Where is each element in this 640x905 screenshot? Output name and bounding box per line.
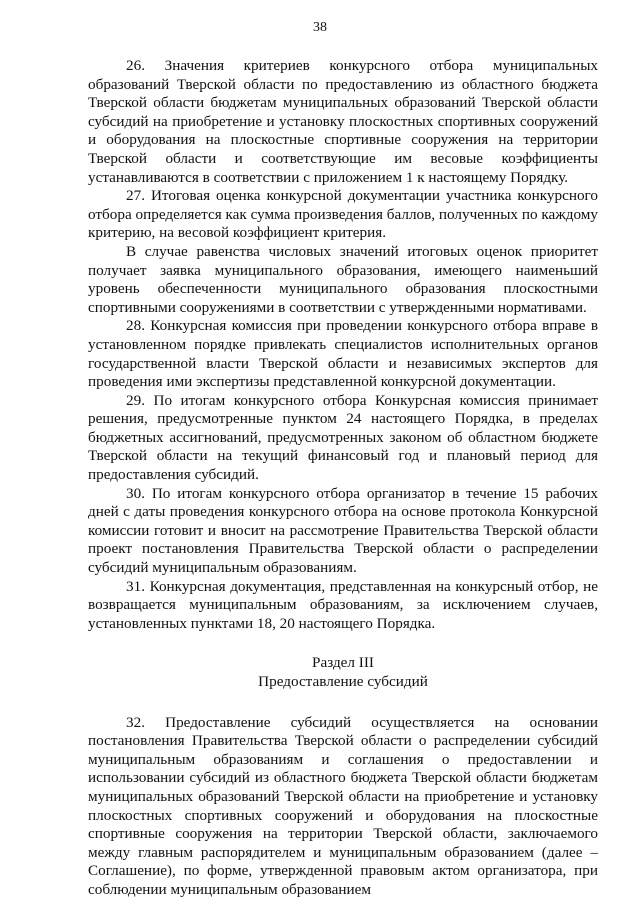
paragraph-26: 26. Значения критериев конкурсного отбора муниципальных образований Тверской области по предоставлению из областного бюджета Тверской области бюджетам муниципальных образований Тверской области субсидий на приобретение и установку плоскостных спортивных сооружений и оборудования на плоскостные спортивные сооружения на территории Тверской области и соответствующие им весовые коэффициенты устанавливаются в соответствии с приложением 1 к настоящему Порядку.: [88, 57, 598, 186]
paragraph-32: 32. Предоставление субсидий осуществляется на основании постановления Правительства Тверской области о распределении субсидий муниципальным образованиям и соглашения о предоставлении и использовании субсидий из областного бюджета Тверской области бюджетам муниципальных образований Тверской области на приобретение и установку плоскостных спортивных сооружений и оборудования на плоскостные спортивные сооружения на территории Тверской области, заключаемого между главным распорядителем и муниципальным образованием (далее – Соглашение), по форме, утвержденной правовым актом организатора, при соблюдении муниципальным образованием: [88, 713, 598, 898]
paragraph-27-tie-rule: В случае равенства числовых значений итоговых оценок приоритет получает заявка муниципального образования, имеющего наименьший уровень обеспеченности муниципального образования плоскостными спортивными сооружениями в соответствии с утвержденными нормативами.: [88, 242, 598, 316]
spacer: [88, 692, 598, 714]
document-body: [88, 57, 598, 900]
paragraph-27: 27. Итоговая оценка конкурсной документации участника конкурсного отбора определяется как сумма произведения баллов, полученных по каждому критерию, на весовой коэффициент критерия.: [88, 187, 598, 242]
paragraph-28: 28. Конкурсная комиссия при проведении конкурсного отбора вправе в установленном порядке привлекать специалистов исполнительных органов государственной власти Тверской области и независимых экспертов для проведения ими экспертизы представленной конкурсной документации.: [88, 317, 598, 391]
page-number: 38: [313, 20, 327, 35]
paragraph-31: 31. Конкурсная документация, представленная на конкурсный отбор, не возвращается муниципальным образованиям, за исключением случаев, установленных пунктами 18, 20 настоящего Порядка.: [88, 577, 598, 632]
section-heading: [88, 654, 598, 691]
section-number: Раздел III: [312, 654, 374, 672]
section-title: Предоставление субсидий: [258, 673, 428, 690]
paragraph-30: 30. По итогам конкурсного отбора организатор в течение 15 рабочих дней с даты проведения конкурсного отбора на основе протокола Конкурсной комиссии готовит и вносит на рассмотрение Правительства Тверской области проект постановления Правительства Тверской области о распределении субсидий муниципальным образованиям.: [88, 484, 598, 577]
paragraph-29: 29. По итогам конкурсного отбора Конкурсная комиссия принимает решения, предусмотренные пунктом 24 настоящего Порядка, в пределах бюджетных ассигнований, предусмотренных законом об областном бюджете Тверской области на текущий финансовый год и плановый период для предоставления субсидий.: [88, 391, 598, 484]
